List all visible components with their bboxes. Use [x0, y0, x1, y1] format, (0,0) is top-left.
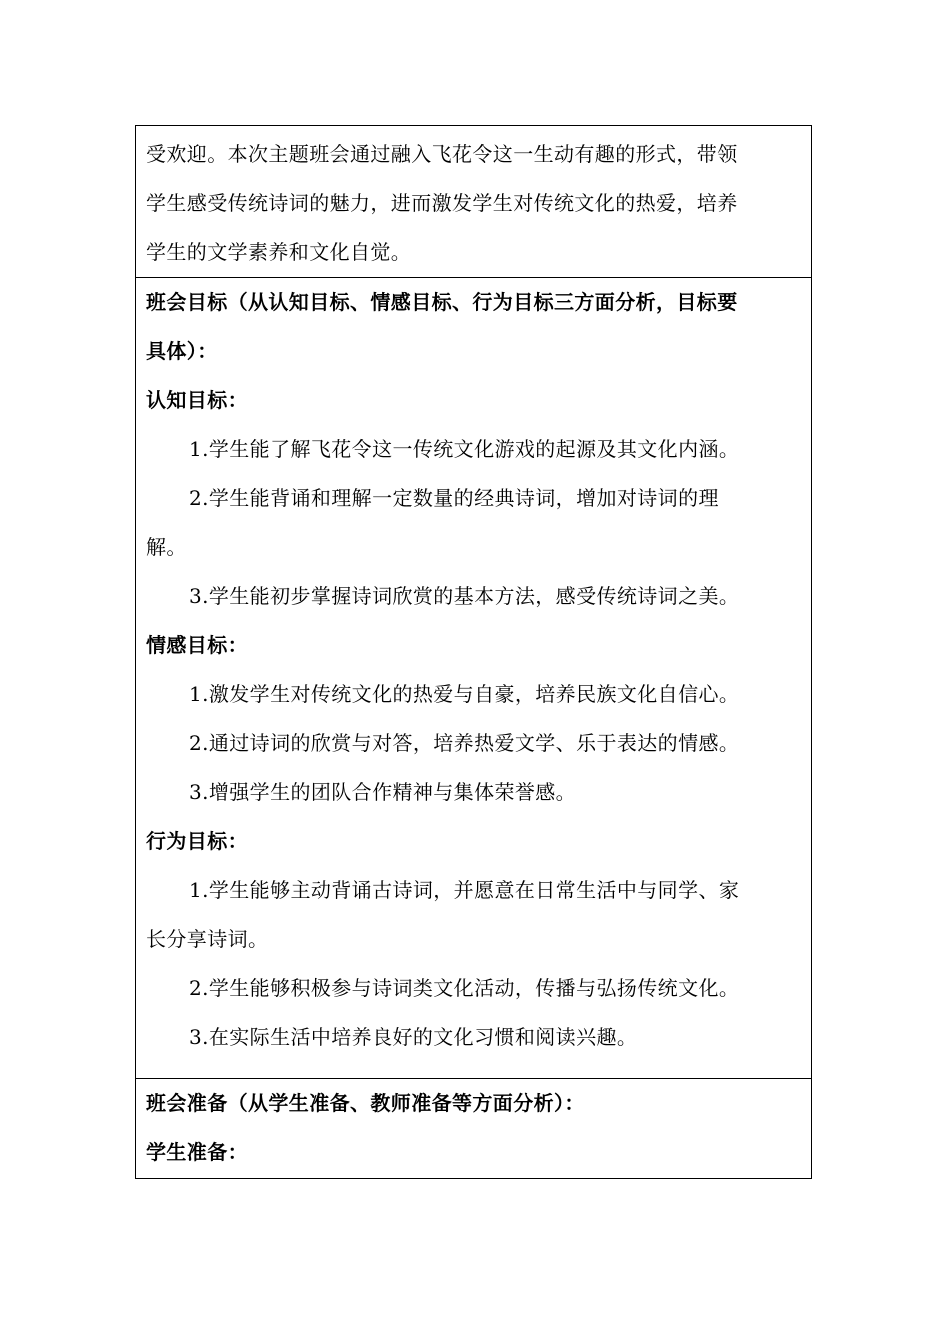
student-prep-title: 学生准备：: [146, 1140, 248, 1164]
goals-row: [136, 278, 812, 1079]
lesson-plan-table: [135, 125, 812, 1179]
goals-heading-cont: 具体）：: [146, 339, 218, 363]
emotional-goal-item: 3.增强学生的团队合作精神与集体荣誉感。: [189, 780, 577, 804]
behavioral-goal-item: 1.学生能够主动背诵古诗词，并愿意在日常生活中与同学、家: [189, 878, 740, 902]
intro-line: 受欢迎。本次主题班会通过融入飞花令这一生动有趣的形式，带领: [146, 142, 738, 166]
emotional-goals-title: 情感目标：: [146, 633, 248, 657]
prep-cell: [136, 1079, 812, 1179]
emotional-goal-item: 2.通过诗词的欣赏与对答，培养热爱文学、乐于表达的情感。: [189, 731, 740, 755]
intro-cell: [136, 126, 812, 278]
cognitive-goal-item: 3.学生能初步掌握诗词欣赏的基本方法，感受传统诗词之美。: [189, 584, 740, 608]
cognitive-goals-title: 认知目标：: [146, 388, 248, 412]
goals-cell: [136, 278, 812, 1079]
behavioral-goals-title: 行为目标：: [146, 829, 248, 853]
behavioral-goal-item-cont: 长分享诗词。: [146, 927, 269, 951]
cognitive-goal-item: 1.学生能了解飞花令这一传统文化游戏的起源及其文化内涵。: [189, 437, 740, 461]
prep-row: [136, 1079, 812, 1179]
intro-line: 学生的文学素养和文化自觉。: [146, 240, 412, 264]
behavioral-goal-item: 3.在实际生活中培养良好的文化习惯和阅读兴趣。: [189, 1025, 638, 1049]
emotional-goal-item: 1.激发学生对传统文化的热爱与自豪，培养民族文化自信心。: [189, 682, 740, 706]
intro-line: 学生感受传统诗词的魅力，进而激发学生对传统文化的热爱，培养: [146, 191, 738, 215]
cognitive-goal-item-cont: 解。: [146, 535, 187, 559]
goals-heading: 班会目标（从认知目标、情感目标、行为目标三方面分析，目标要: [146, 290, 738, 314]
cognitive-goal-item: 2.学生能背诵和理解一定数量的经典诗词，增加对诗词的理: [189, 486, 719, 510]
intro-row: [136, 126, 812, 278]
behavioral-goal-item: 2.学生能够积极参与诗词类文化活动，传播与弘扬传统文化。: [189, 976, 740, 1000]
prep-heading: 班会准备（从学生准备、教师准备等方面分析）：: [146, 1091, 585, 1115]
